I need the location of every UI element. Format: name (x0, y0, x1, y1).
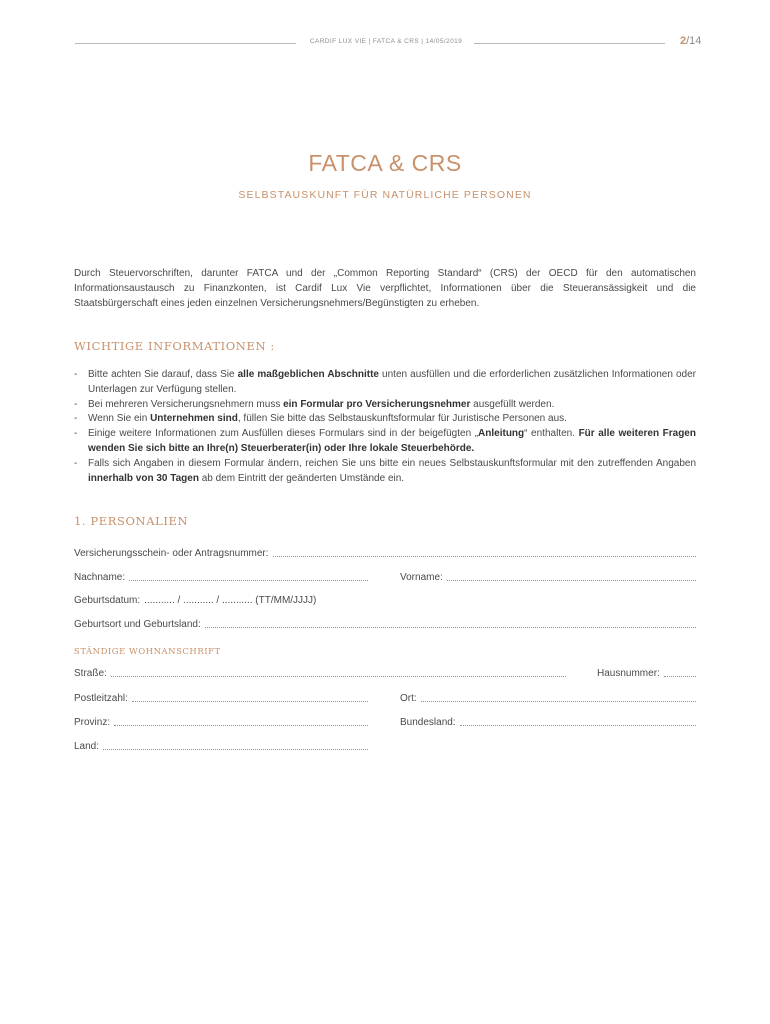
state-label: Bundesland: (400, 717, 456, 728)
city-field[interactable] (400, 690, 696, 704)
policy-number-field[interactable] (74, 545, 696, 559)
page-current: 2 (680, 35, 687, 47)
postcode-field[interactable] (74, 690, 368, 704)
country-input[interactable] (103, 739, 368, 750)
info-heading: WICHTIGE INFORMATIONEN : (74, 339, 275, 353)
lastname-input[interactable] (129, 570, 368, 581)
street-input[interactable] (111, 666, 566, 677)
housenumber-label: Hausnummer: (597, 668, 660, 679)
postcode-label: Postleitzahl: (74, 693, 128, 704)
birthdate-pattern[interactable]: ........... / ........... / ........... (TT/MM/JJJJ) (144, 595, 317, 606)
page-title: FATCA & CRS (308, 150, 462, 176)
info-item: - Wenn Sie ein Unternehmen sind, füllen Sie bitte das Selbstauskunftsformular für Juristische Personen aus. (74, 413, 567, 425)
housenumber-input[interactable] (664, 666, 696, 677)
country-field[interactable] (74, 738, 368, 752)
page-subtitle: SELBSTAUSKUNFT FÜR NATÜRLICHE PERSONEN (238, 189, 532, 201)
page-total: /14 (686, 35, 702, 47)
page-number (680, 35, 701, 47)
info-item: - Bitte achten Sie darauf, dass Sie alle maßgeblichen Abschnitte unten ausfüllen und die erforderlichen zusätzlichen Informationen oder Unterlagen zur Verfügung stellen. (74, 369, 696, 395)
birthplace-field[interactable] (74, 616, 696, 630)
policy-number-input[interactable] (273, 546, 696, 557)
country-label: Land: (74, 741, 100, 752)
street-field[interactable] (74, 665, 566, 679)
personal-heading: 1. PERSONALIEN (74, 514, 189, 528)
address-heading: STÄNDIGE WOHNANSCHRIFT (74, 647, 221, 657)
header-rule-right (474, 43, 665, 44)
lastname-label: Nachname: (74, 572, 126, 583)
state-input[interactable] (460, 715, 696, 726)
birthplace-input[interactable] (205, 617, 696, 628)
birthdate-field[interactable] (74, 592, 374, 606)
info-item: - Falls sich Angaben in diesem Formular ändern, reichen Sie uns bitte ein neues Selbstauskunftsformular mit den zutreffenden Angaben innerhalb von 30 Tagen ab dem Eintritt der geänderten Umstände ein. (74, 457, 696, 484)
city-input[interactable] (421, 691, 696, 702)
birthplace-label: Geburtsort und Geburtsland: (74, 619, 201, 630)
lastname-field[interactable] (74, 569, 368, 583)
policy-number-label: Versicherungsschein- oder Antragsnummer: (74, 548, 269, 559)
header-text: CARDIF LUX VIE | FATCA & CRS | 14/05/2019 (309, 38, 463, 45)
info-list (74, 368, 696, 486)
state-field[interactable] (400, 714, 696, 728)
firstname-field[interactable] (400, 569, 696, 583)
info-item: - Bei mehreren Versicherungsnehmern muss ein Formular pro Versicherungsnehmer ausgefüllt werden. (74, 398, 555, 410)
firstname-label: Vorname: (400, 572, 443, 583)
province-field[interactable] (74, 714, 368, 728)
province-input[interactable] (114, 715, 368, 726)
intro-paragraph: Durch Steuervorschriften, darunter FATCA und der „Common Reporting Standard“ (CRS) der OECD für den automatischen Informationsaustausch zu Finanzkonten, ist Cardif Lux Vie verpflichtet, Informationen über die Steueransässigkeit und die Staatsbürgerschaft eines jeden einzelnen Versicherungsnehmers/Begünstigten zu erheben. (74, 268, 696, 309)
housenumber-field[interactable] (597, 665, 696, 679)
city-label: Ort: (400, 693, 417, 704)
info-item: - Einige weitere Informationen zum Ausfüllen dieses Formulars sind in der beigefügten „Anleitung“ enthalten. Für alle weiteren Fragen wenden Sie sich bitte an Ihre(n) Steuerberater(in) oder Ihre lokale Steuerbehörde. (74, 428, 696, 454)
header-rule-left (75, 43, 296, 44)
firstname-input[interactable] (447, 570, 696, 581)
birthdate-label: Geburtsdatum: (74, 595, 141, 606)
postcode-input[interactable] (132, 691, 368, 702)
province-label: Provinz: (74, 717, 111, 728)
street-label: Straße: (74, 668, 107, 679)
